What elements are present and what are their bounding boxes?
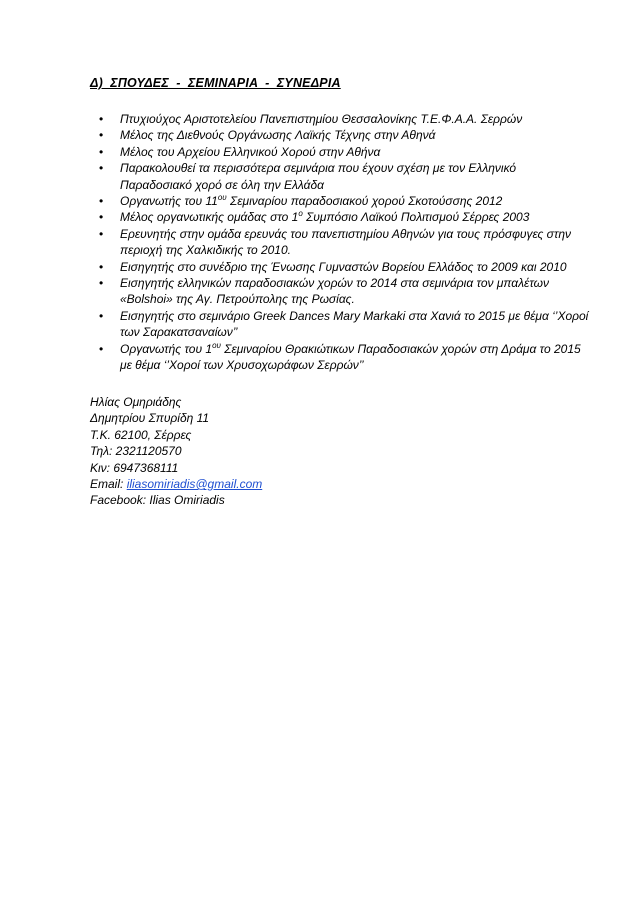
ordinal-superscript: ου xyxy=(217,193,227,203)
list-item xyxy=(90,226,590,259)
contact-postal: Τ.Κ. 62100, Σέρρες xyxy=(90,427,192,442)
ordinal-superscript: ου xyxy=(212,340,221,350)
list-item-text: Οργανωτής του 1 xyxy=(120,341,213,356)
contact-email-line xyxy=(90,476,262,492)
list-item xyxy=(90,160,590,193)
list-item xyxy=(90,275,590,308)
list-item-text: Συμπόσιο Λαϊκού Πολιτισμού Σέρρες 2003 xyxy=(302,210,530,225)
list-item-text: Εισηγητής στο σεμινάριο Greek Dances Mary Markaki στα Χανιά το 2015 με θέμα ‘’Χοροί των Σαρακατσαναίων’’ xyxy=(120,308,589,340)
list-item-text: Εισηγητής στο συνέδριο της Ένωσης Γυμναστών Βορείου Ελλάδος το 2009 και 2010 xyxy=(120,259,567,274)
list-item xyxy=(90,193,590,209)
list-item-text: Μέλος του Αρχείου Ελληνικού Χορού στην Αθήνα xyxy=(120,144,381,159)
list-item-text: Σεμιναρίου παραδοσιακού χορού Σκοτούσσης 2012 xyxy=(226,194,503,209)
contact-mobile: Κιν: 6947368111 xyxy=(90,460,179,475)
email-label: Email: xyxy=(90,477,127,492)
list-item xyxy=(90,308,590,341)
list-item-text: Πτυχιούχος Αριστοτελείου Πανεπιστημίου Θεσσαλονίκης Τ.Ε.Φ.Α.Α. Σερρών xyxy=(120,112,523,126)
list-item xyxy=(90,259,590,275)
list-item xyxy=(90,209,590,225)
ordinal-superscript: ο xyxy=(298,209,303,219)
list-item-text: Σεμιναρίου Θρακιώτικων Παραδοσιακών χορών στη Δράμα το 2015 με θέμα ‘’Χοροί των Χρυσοχωράφων Σερρών’’ xyxy=(120,341,581,373)
contact-name: Ηλίας Ομηριάδης xyxy=(90,395,182,409)
section-heading: Δ) ΣΠΟΥΔΕΣ - ΣΕΜΙΝΑΡΙΑ - ΣΥΝΕΔΡΙΑ xyxy=(90,76,341,90)
list-item xyxy=(90,127,590,143)
list-item-text: Ερευνητής στην ομάδα ερευνάς του πανεπιστημίου Αθηνών για τους πρόσφυγες στην περιοχή της Χαλκιδικής το 2010. xyxy=(120,226,572,258)
list-item-text: Εισηγητής ελληνικών παραδοσιακών χορών το 2014 στα σεμινάρια τον μπαλέτων «Bolshoi» της Αγ. Πετρούπολης της Ρωσίας. xyxy=(120,276,549,307)
list-item-text: Οργανωτής του 11 xyxy=(120,194,218,209)
list-item-text: Μέλος οργανωτικής ομάδας στο 1 xyxy=(120,210,299,225)
list-item xyxy=(90,144,590,160)
email-link[interactable]: iliasomiriadis@gmail.com xyxy=(126,477,263,492)
studies-list xyxy=(90,111,590,374)
contact-phone: Τηλ: 2321120570 xyxy=(90,444,182,459)
list-item-text: Μέλος της Διεθνούς Οργάνωσης Λαϊκής Τέχνης στην Αθηνά xyxy=(120,128,436,143)
contact-street: Δημητρίου Σπυρίδη 11 xyxy=(90,411,210,426)
list-item xyxy=(90,111,590,127)
list-item-text: Παρακολουθεί τα περισσότερα σεμινάρια που έχουν σχέση με τον Ελληνικό Παραδοσιακό χορό σε όλη την Ελλάδα xyxy=(120,161,517,192)
contact-facebook: Facebook: Ilias Omiriadis xyxy=(90,493,225,508)
contact-block xyxy=(90,394,262,509)
list-item xyxy=(90,341,590,374)
